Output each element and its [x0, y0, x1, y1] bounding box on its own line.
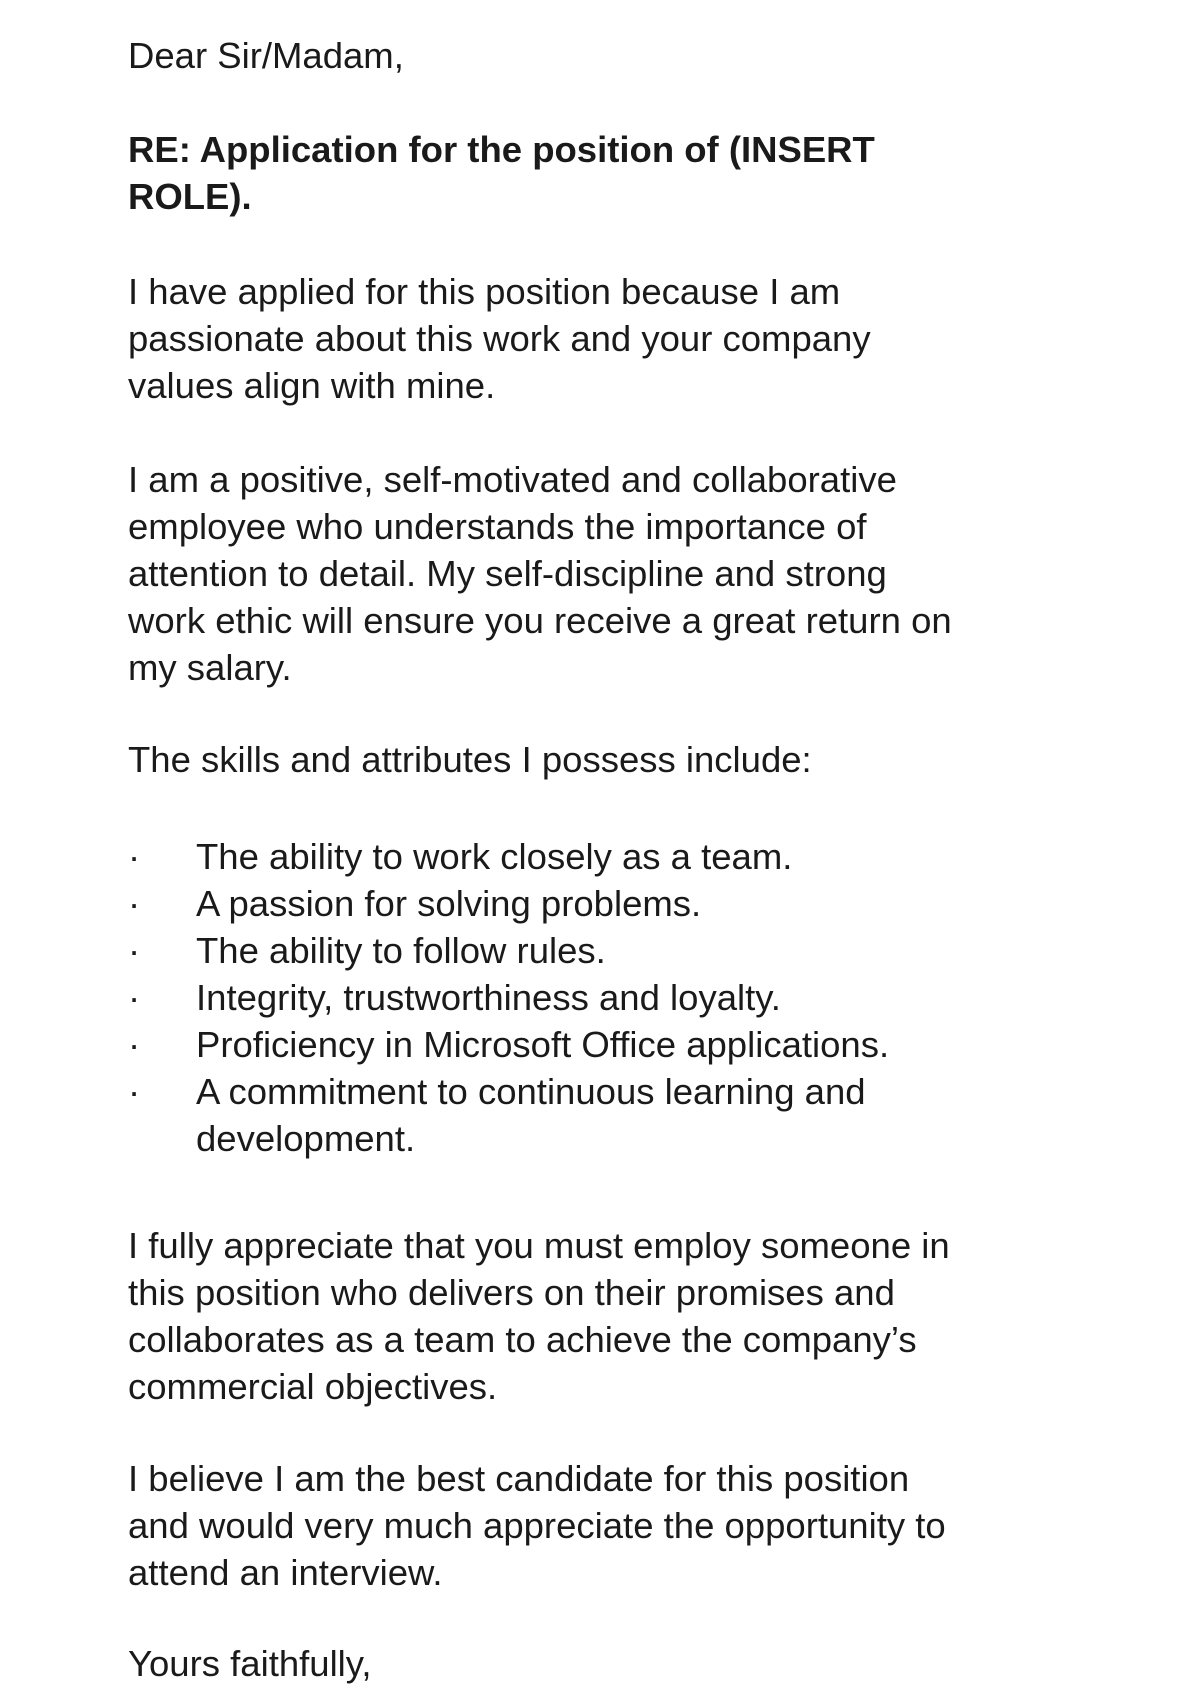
list-item	[128, 880, 889, 927]
greeting-text: Dear Sir/Madam,	[128, 35, 404, 76]
paragraph-line: values align with mine.	[128, 365, 496, 406]
paragraph-line: attention to detail. My self-discipline and strong	[128, 553, 887, 594]
bullet-icon: ·	[128, 1071, 141, 1112]
list-item-text: The ability to follow rules.	[196, 930, 606, 971]
subject-line: RE: Application for the position of (INSERT	[128, 129, 875, 170]
paragraph-line: I fully appreciate that you must employ someone in	[128, 1225, 950, 1266]
skills-intro	[128, 736, 812, 783]
letter-subject	[128, 126, 875, 220]
paragraph-line: passionate about this work and your company	[128, 318, 871, 359]
list-item-text: A passion for solving problems.	[196, 883, 702, 924]
bullet-icon: ·	[128, 836, 141, 877]
bullet-icon: ·	[128, 930, 141, 971]
paragraph-line: collaborates as a team to achieve the company’s	[128, 1319, 917, 1360]
bullet-icon: ·	[128, 977, 141, 1018]
list-item-text: The ability to work closely as a team.	[196, 836, 793, 877]
list-item	[128, 1068, 889, 1162]
list-item-text: development.	[196, 1118, 416, 1159]
paragraph-line: this position who delivers on their promises and	[128, 1272, 895, 1313]
paragraph-line: employee who understands the importance of	[128, 506, 867, 547]
letter-greeting	[128, 32, 404, 79]
letter-closing	[128, 1640, 371, 1687]
list-item	[128, 1021, 889, 1068]
skills-intro-text: The skills and attributes I possess include:	[128, 739, 812, 780]
list-item-text: A commitment to continuous learning and	[196, 1071, 866, 1112]
paragraph-line: I believe I am the best candidate for this position	[128, 1458, 910, 1499]
list-item-text: Proficiency in Microsoft Office applications.	[196, 1024, 890, 1065]
paragraph-line: I am a positive, self-motivated and collaborative	[128, 459, 897, 500]
paragraph-line: and would very much appreciate the opportunity to	[128, 1505, 946, 1546]
list-item-text: Integrity, trustworthiness and loyalty.	[196, 977, 781, 1018]
list-item	[128, 974, 889, 1021]
list-item	[128, 927, 889, 974]
list-item	[128, 833, 889, 880]
paragraph-request-interview	[128, 1455, 946, 1596]
paragraph-line: I have applied for this position because I am	[128, 271, 841, 312]
paragraph-line: my salary.	[128, 647, 292, 688]
bullet-icon: ·	[128, 883, 141, 924]
paragraph-self-description	[128, 456, 952, 691]
skills-list	[128, 833, 889, 1162]
paragraph-line: attend an interview.	[128, 1552, 443, 1593]
paragraph-line: commercial objectives.	[128, 1366, 498, 1407]
paragraph-line: work ethic will ensure you receive a great return on	[128, 600, 952, 641]
subject-line: ROLE).	[128, 176, 252, 217]
paragraph-employer-needs	[128, 1222, 950, 1410]
paragraph-motivation	[128, 268, 871, 409]
bullet-icon: ·	[128, 1024, 141, 1065]
closing-text: Yours faithfully,	[128, 1643, 372, 1684]
